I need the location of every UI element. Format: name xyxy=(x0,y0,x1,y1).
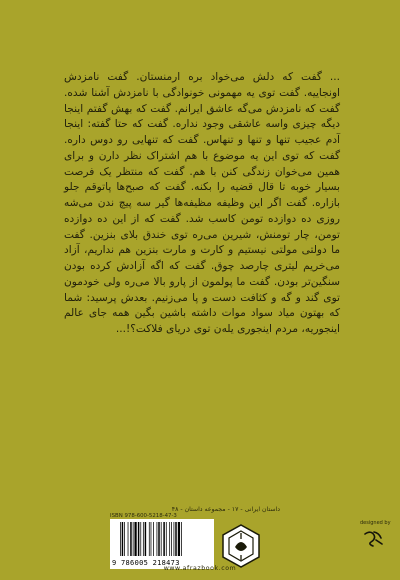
isbn-text: ISBN 978-600-5218-47-3 xyxy=(110,513,177,519)
publisher-logo-icon xyxy=(221,523,261,569)
series-info: داستان ایرانی - ۱۷ - مجموعه داستان - ۴۸ xyxy=(171,506,280,513)
publisher-website: www.afrazbook.com xyxy=(163,565,237,572)
barcode-digits: 9 786005 218473 xyxy=(112,559,180,567)
barcode xyxy=(110,519,214,569)
barcode-icon xyxy=(120,522,206,556)
body-text: ... گفت که دلش می‌خواد بره ارمنستان. گفت نامزدش اونجاییه. گفت توی یه مهمونی خونوادگی با نامزدش آشنا شده. گفت که نامزدش می‌گه عاشق ایرانم. گفت که بهش گفتم اینجا دیگه چیزی واسه عاشقی وجود نداره. گفت که حتا گفته: اینجا آدم عجیب تنها و تنها و تنهاس. گفت که تنهایی رو دوس داره. گفت که توی این یه موضوع با هم اشتراک نظر دارن و برای همین می‌خوان زندگی کنن با هم. گفت که منتظر یک فرصت بسیار خوبه تا قال قضیه را بکنه. گفت که صبح‌ها پاتوقم جلو بازاره. گفت اگر این وظیفه مظیفه‌ها گیر سه پیچ ندن می‌شه روزی ده دوازده تومن کاسب شد. گفت که از این ده دوازده تومن، چار تومنش، شیرین می‌ره توی خندق بلای بنزین. گفت ما دولتی مولتی نیستیم و کارت و مارت بنزین هم نداریم، آزاد می‌خریم لیتری چارصد چوق. گفت که اگه آزادش کرده بودن سنگین‌تر بودن. گفت ما پولمون از پارو بالا می‌ره ولی خودمون توی گند و گه و کثافت دست و پا می‌زنیم. بعدش پرسید: شما که بهتون میاد سواد موات داشته باشین بگین همه جای عالم اینجوریه، مردم اینجوری یله‌ن توی دریای فلاکت؟!... xyxy=(64,71,340,335)
designed-by-label: designed by xyxy=(360,520,391,526)
designer-signature-icon xyxy=(362,528,384,550)
